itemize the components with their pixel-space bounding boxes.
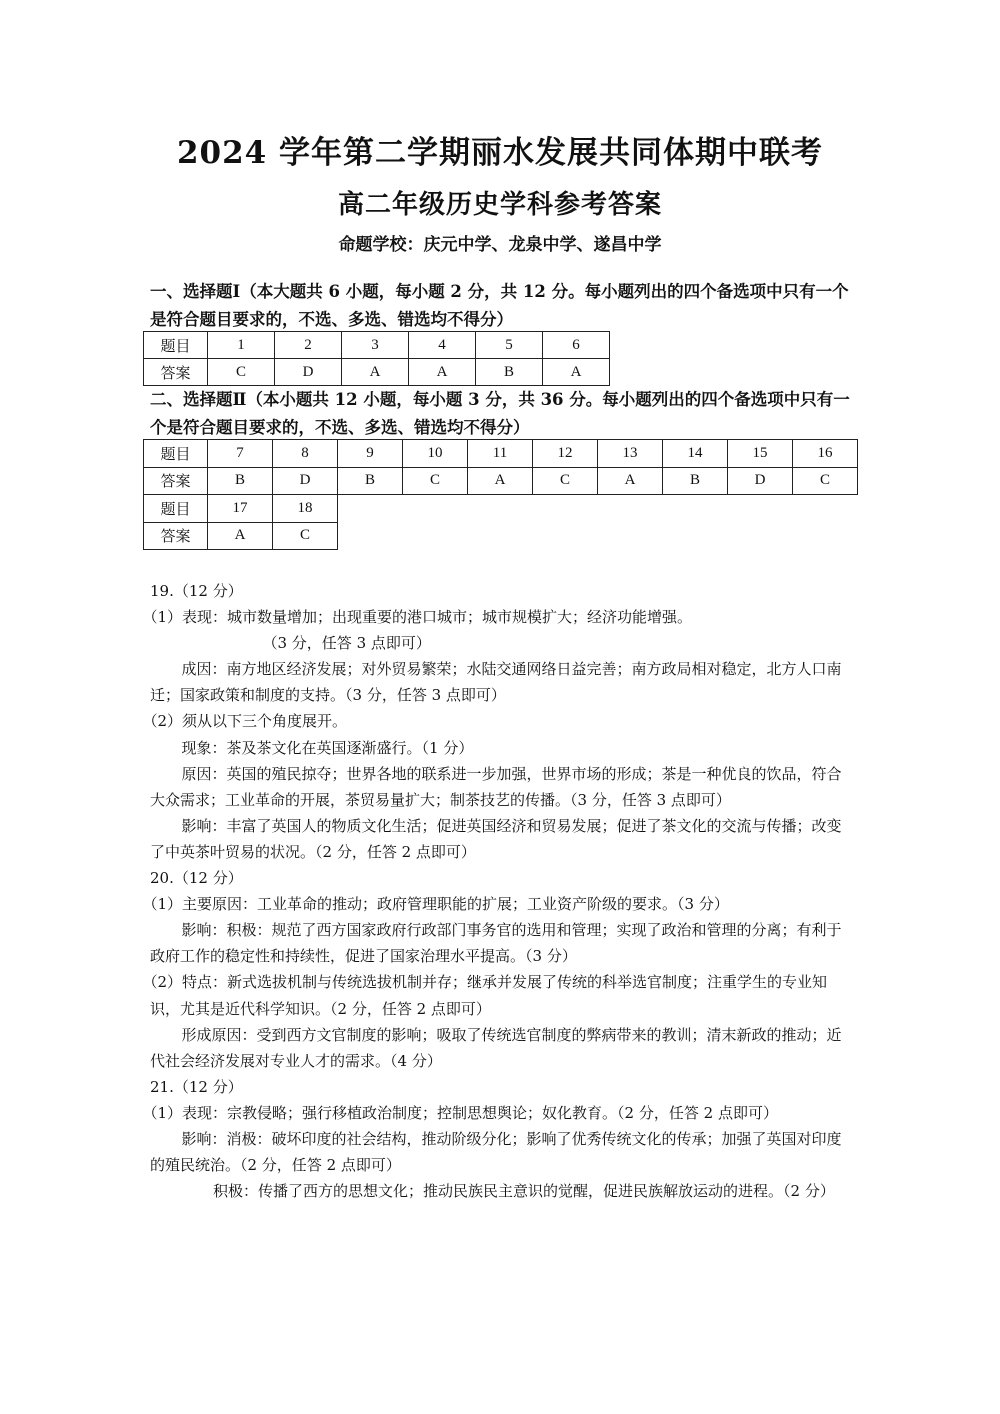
answer-cell: A bbox=[598, 467, 663, 495]
question-number: 18 bbox=[273, 495, 338, 523]
answer-cell: B bbox=[338, 467, 403, 495]
q20-part1: （1）主要原因：工业革命的推动；政府管理职能的扩展；工业资产阶级的要求。（3 分） bbox=[142, 895, 729, 914]
question-number: 3 bbox=[342, 332, 409, 359]
table-row bbox=[144, 495, 858, 523]
q20-causes: 形成原因：受到西方文官制度的影响；吸取了传统选官制度的弊病带来的教训；清末新政的推动；近代社会经济发展对专业人才的需求。（4 分） bbox=[150, 1025, 842, 1070]
q19-part1-score: （3 分，任答 3 点即可） bbox=[262, 634, 431, 653]
q19-reasons: 原因：英国的殖民掠夺；世界各地的联系进一步加强，世界市场的形成；茶是一种优良的饮品，符合大众需求；工业革命的开展，茶贸易量扩大；制茶技艺的传播。（3 分，任答 3 点即可） bbox=[150, 764, 842, 809]
authoring-schools: 命题学校：庆元中学、龙泉中学、遂昌中学 bbox=[338, 235, 662, 255]
q19-part1: （1）表现：城市数量增加；出现重要的港口城市；城市规模扩大；经济功能增强。 bbox=[142, 608, 693, 627]
question-number: 4 bbox=[409, 332, 476, 359]
answer-cell: D bbox=[728, 467, 793, 495]
q21-impact-positive: 积极：传播了西方的思想文化；推动民族民主意识的觉醒，促进民族解放运动的进程。（2 分） bbox=[213, 1182, 835, 1201]
answer-cell: C bbox=[793, 467, 858, 495]
table-row bbox=[144, 332, 610, 359]
question-number: 7 bbox=[208, 440, 273, 468]
section1-heading: 一、选择题Ⅰ（本大题共 6 小题，每小题 2 分，共 12 分。每小题列出的四个备选项中只有一个是符合题目要求的，不选、多选、错选均不得分） bbox=[150, 282, 849, 329]
answer-cell: D bbox=[275, 359, 342, 386]
answer-cell: B bbox=[476, 359, 543, 386]
question-number: 8 bbox=[273, 440, 338, 468]
q19-phenomenon: 现象：茶及茶文化在英国逐渐盛行。（1 分） bbox=[181, 738, 474, 757]
answer-body bbox=[142, 578, 852, 1204]
question-number: 12 bbox=[533, 440, 598, 468]
table-row bbox=[144, 522, 858, 550]
row-label: 答案 bbox=[144, 467, 208, 495]
question-number: 16 bbox=[793, 440, 858, 468]
answer-cell: C bbox=[403, 467, 468, 495]
section2-heading: 二、选择题Ⅱ（本小题共 12 小题，每小题 3 分，共 36 分。每小题列出的四个备选项中只有一个是符合题目要求的，不选、多选、错选均不得分） bbox=[150, 390, 850, 437]
q21-number: 21.（12 分） bbox=[150, 1077, 243, 1096]
q20-impact: 影响：积极：规范了西方国家政府行政部门事务官的选用和管理；实现了政治和管理的分离；有利于政府工作的稳定性和持续性，促进了国家治理水平提高。（3 分） bbox=[150, 921, 842, 966]
question-number: 13 bbox=[598, 440, 663, 468]
row-label: 题目 bbox=[144, 495, 208, 523]
question-number: 1 bbox=[208, 332, 275, 359]
answer-cell: A bbox=[409, 359, 476, 386]
q21-impact-negative: 影响：消极：破坏印度的社会结构，推动阶级分化；影响了优秀传统文化的传承；加强了英国对印度的殖民统治。（2 分，任答 2 点即可） bbox=[150, 1129, 842, 1175]
question-number: 17 bbox=[208, 495, 273, 523]
answer-cell: C bbox=[208, 359, 275, 386]
question-number: 15 bbox=[728, 440, 793, 468]
answer-cell: C bbox=[273, 522, 338, 550]
row-label: 题目 bbox=[144, 332, 208, 359]
answer-cell: A bbox=[208, 522, 273, 550]
q20-number: 20.（12 分） bbox=[150, 869, 243, 888]
table-row bbox=[144, 467, 858, 495]
row-label: 答案 bbox=[144, 522, 208, 550]
section1-answer-table bbox=[143, 331, 610, 386]
question-number: 6 bbox=[543, 332, 610, 359]
q20-part2: （2）特点：新式选拔机制与传统选拔机制并存；继承并发展了传统的科举选官制度；注重学生的专业知识，尤其是近代科学知识。（2 分，任答 2 点即可） bbox=[142, 973, 828, 1018]
question-number: 9 bbox=[338, 440, 403, 468]
answer-cell: C bbox=[533, 467, 598, 495]
question-number: 11 bbox=[468, 440, 533, 468]
table-row bbox=[144, 440, 858, 468]
row-label: 答案 bbox=[144, 359, 208, 386]
page-title: 2024 学年第二学期丽水发展共同体期中联考 bbox=[176, 135, 824, 171]
question-number: 10 bbox=[403, 440, 468, 468]
answer-cell: D bbox=[273, 467, 338, 495]
section2-answer-table bbox=[143, 439, 858, 550]
q19-number: 19.（12 分） bbox=[150, 582, 243, 600]
answer-cell: B bbox=[663, 467, 728, 495]
answer-cell: A bbox=[342, 359, 409, 386]
row-label: 题目 bbox=[144, 440, 208, 468]
question-number: 5 bbox=[476, 332, 543, 359]
answer-cell: A bbox=[543, 359, 610, 386]
page-subtitle: 高二年级历史学科参考答案 bbox=[337, 190, 662, 220]
empty-cell bbox=[338, 522, 858, 550]
q19-part2: （2）须从以下三个角度展开。 bbox=[142, 712, 348, 731]
answer-cell: A bbox=[468, 467, 533, 495]
q19-causes: 成因：南方地区经济发展；对外贸易繁荣；水陆交通网络日益完善；南方政局相对稳定，北方人口南迁；国家政策和制度的支持。（3 分，任答 3 点即可） bbox=[150, 660, 842, 705]
question-number: 14 bbox=[663, 440, 728, 468]
q21-part1: （1）表现：宗教侵略；强行移植政治制度；控制思想舆论；奴化教育。（2 分，任答 2 点即可） bbox=[142, 1103, 778, 1122]
question-number: 2 bbox=[275, 332, 342, 359]
table-row bbox=[144, 359, 610, 386]
answer-cell: B bbox=[208, 467, 273, 495]
empty-cell bbox=[338, 495, 858, 523]
q19-impact: 影响：丰富了英国人的物质文化生活；促进英国经济和贸易发展；促进了茶文化的交流与传播；改变了中英茶叶贸易的状况。（2 分，任答 2 点即可） bbox=[150, 816, 842, 861]
